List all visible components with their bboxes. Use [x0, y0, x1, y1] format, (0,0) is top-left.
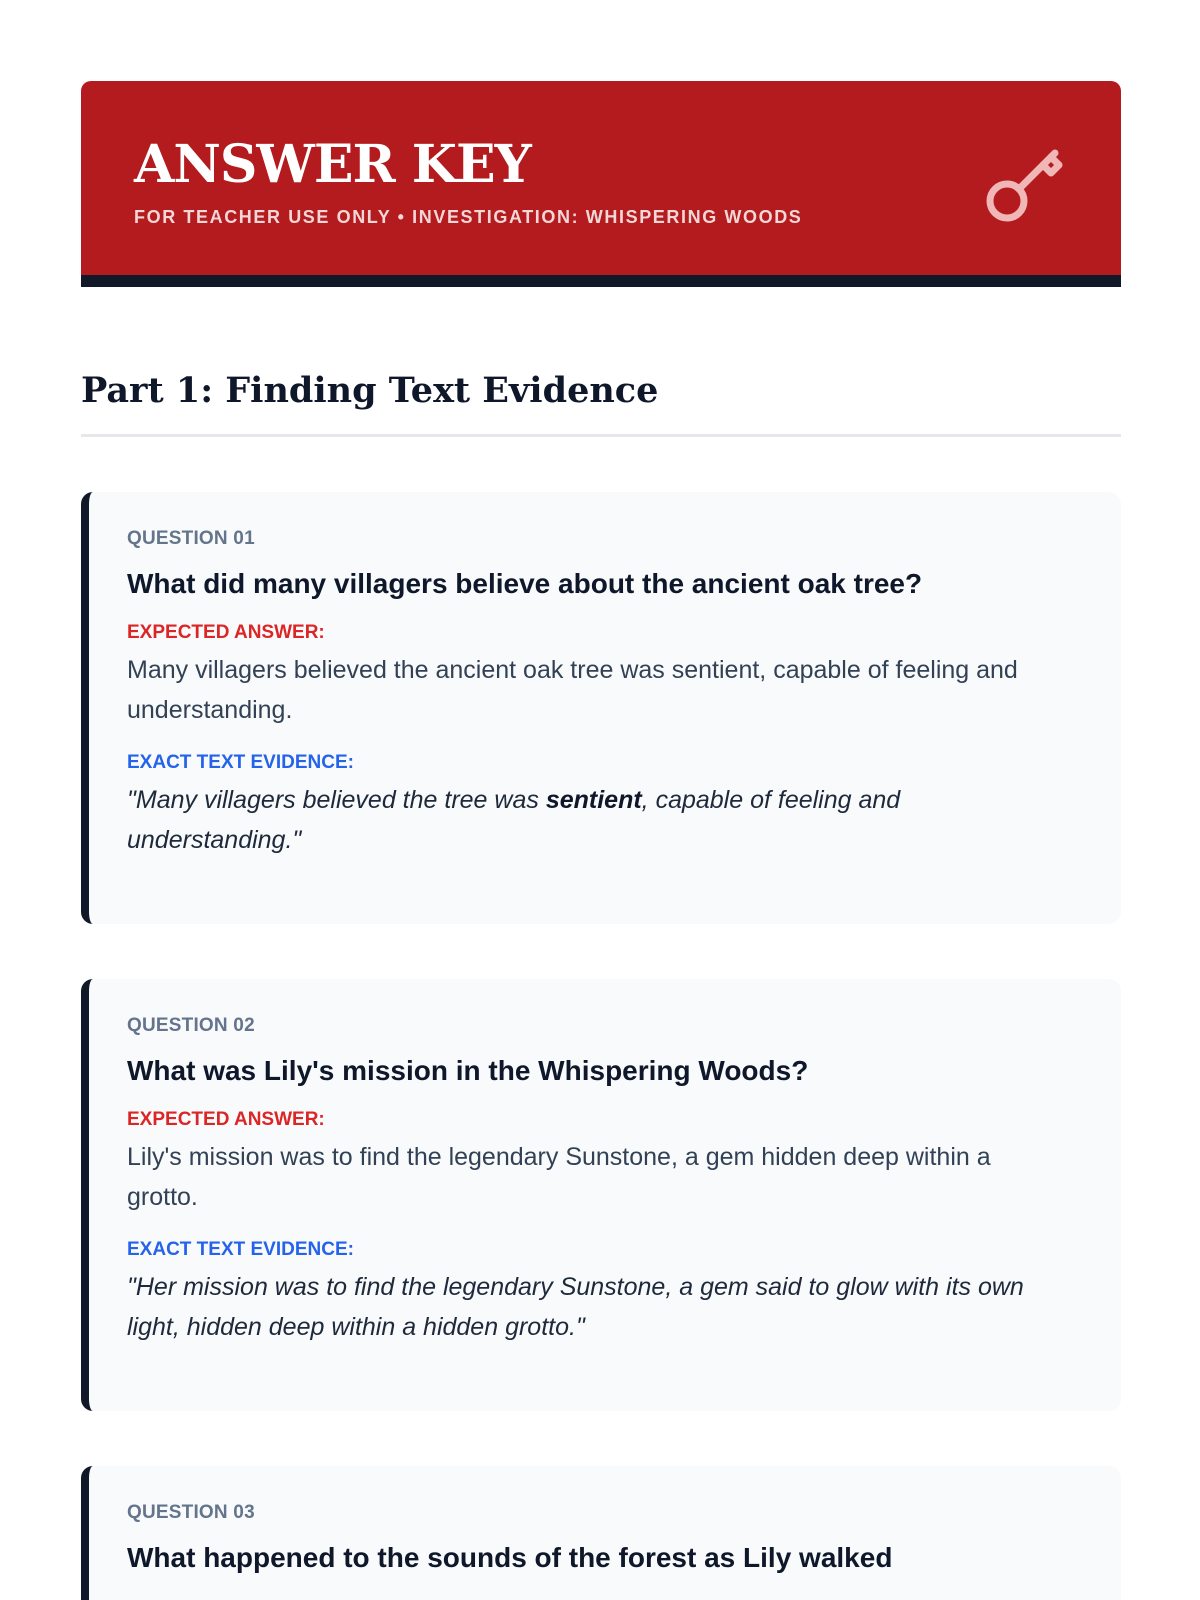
expected-answer: Many villagers believed the ancient oak tree was sentient, capable of feeling and understanding. [127, 656, 1018, 724]
question-card [81, 1466, 1121, 1600]
question-text: What did many villagers believe about the ancient oak tree? [127, 568, 923, 599]
header-banner [81, 81, 1121, 287]
text-evidence: "Her mission was to find the legendary Sunstone, a gem said to glow with its own light, hidden deep within a hidden grotto." [127, 1273, 1024, 1341]
answer-key-page [81, 81, 1121, 1573]
page-title: ANSWER KEY [134, 134, 531, 195]
page-subtitle: FOR TEACHER USE ONLY • INVESTIGATION: WHISPERING WOODS [134, 207, 803, 227]
text-evidence-part: "Many villagers believed the tree was [127, 786, 546, 814]
question-number: QUESTION 02 [127, 1015, 255, 1036]
question-number: QUESTION 03 [127, 1502, 255, 1523]
text-evidence-label: EXACT TEXT EVIDENCE: [127, 1239, 354, 1260]
text-evidence-highlight: sentient [545, 786, 642, 814]
question-number: QUESTION 01 [127, 528, 255, 549]
question-text: What was Lily's mission in the Whispering Woods? [127, 1055, 809, 1086]
expected-answer-label: EXPECTED ANSWER: [127, 622, 325, 643]
question-card [81, 979, 1121, 1411]
expected-answer: Lily's mission was to find the legendary Sunstone, a gem hidden deep within a grotto. [127, 1143, 991, 1211]
expected-answer-label: EXPECTED ANSWER: [127, 1109, 325, 1130]
key-icon [985, 143, 1069, 227]
question-text: What happened to the sounds of the forest as Lily walked [127, 1542, 893, 1573]
text-evidence [127, 780, 1057, 860]
section-title: Part 1: Finding Text Evidence [81, 370, 659, 411]
question-card [81, 492, 1121, 924]
section-divider [81, 434, 1121, 437]
text-evidence-part: , capable of feeling and understanding." [127, 786, 901, 854]
text-evidence-label: EXACT TEXT EVIDENCE: [127, 752, 354, 773]
